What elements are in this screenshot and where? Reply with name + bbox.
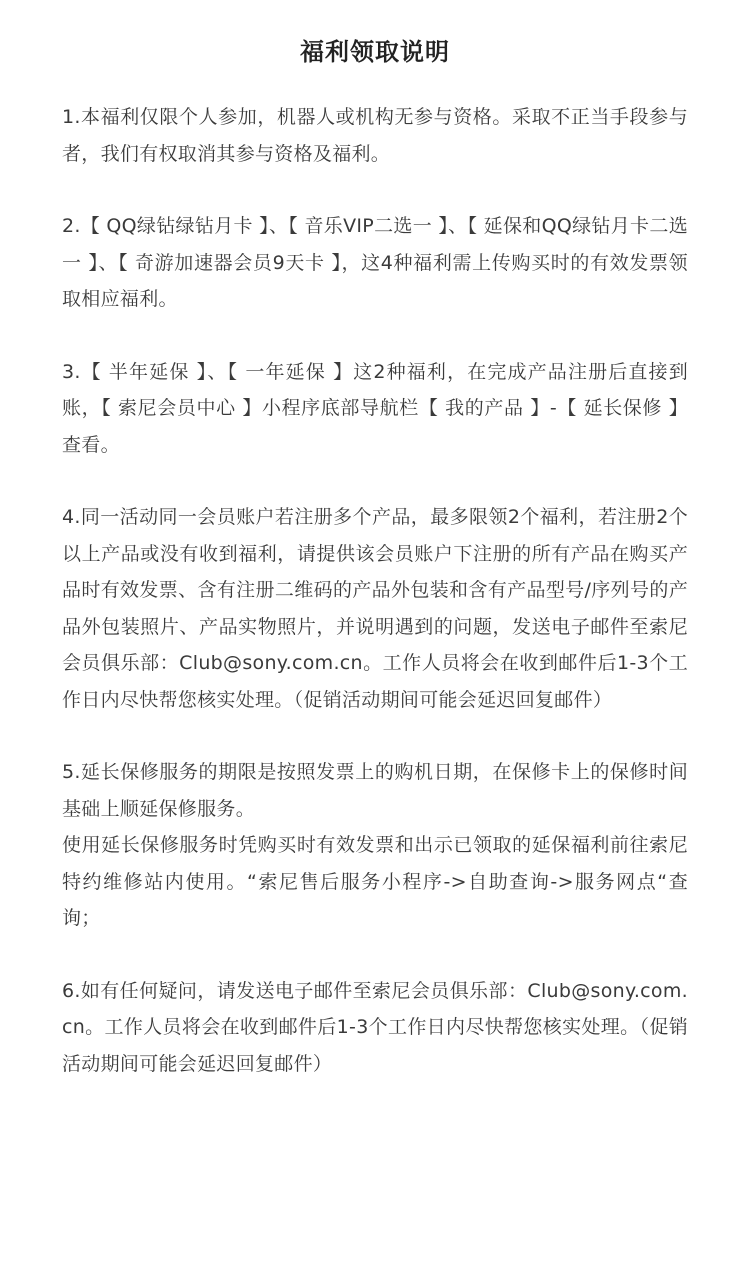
rule-paragraph: 2.【 QQ绿钻绿钻月卡 】、【 音乐VIP二选一 】、【 延保和QQ绿钻月卡二选一 】、【 奇游加速器会员9天卡 】，这4种福利需上传购买时的有效发票领取相应福利。 <box>62 215 688 310</box>
rule-item-2 <box>62 208 688 318</box>
rules-list <box>62 99 688 1082</box>
rule-item-1 <box>62 99 688 172</box>
rule-item-6 <box>62 973 688 1083</box>
page-title: 福利领取说明 <box>300 38 450 66</box>
rule-item-4 <box>62 499 688 718</box>
rule-paragraph: 5.延长保修服务的期限是按照发票上的购机日期，在保修卡上的保修时间基础上顺延保修服务。 <box>62 761 688 820</box>
rule-paragraph: 使用延长保修服务时凭购买时有效发票和出示已领取的延保福利前往索尼特约维修站内使用。“索尼售后服务小程序->自助查询->服务网点“查询； <box>62 834 688 929</box>
rule-paragraph: 1.本福利仅限个人参加，机器人或机构无参与资格。采取不正当手段参与者，我们有权取消其参与资格及福利。 <box>62 106 688 165</box>
rule-item-5 <box>62 754 688 937</box>
rule-paragraph: 4.同一活动同一会员账户若注册多个产品，最多限领2个福利，若注册2个以上产品或没有收到福利，请提供该会员账户下注册的所有产品在购买产品时有效发票、含有注册二维码的产品外包装和含有产品型号/序列号的产品外包装照片、产品实物照片，并说明遇到的问题，发送电子邮件至索尼会员俱乐部：Club@sony.com.cn。工作人员将会在收到邮件后1-3个工作日内尽快帮您核实处理。（促销活动期间可能会延迟回复邮件） <box>62 506 688 711</box>
rule-paragraph: 6.如有任何疑问，请发送电子邮件至索尼会员俱乐部：Club@sony.com.cn。工作人员将会在收到邮件后1-3个工作日内尽快帮您核实处理。（促销活动期间可能会延迟回复邮件） <box>62 979 688 1075</box>
rule-item-3 <box>62 354 688 464</box>
rule-paragraph: 3.【 半年延保 】、【 一年延保 】这2种福利，在完成产品注册后直接到账，【 索尼会员中心 】小程序底部导航栏【 我的产品 】-【 延长保修 】查看。 <box>62 360 688 456</box>
